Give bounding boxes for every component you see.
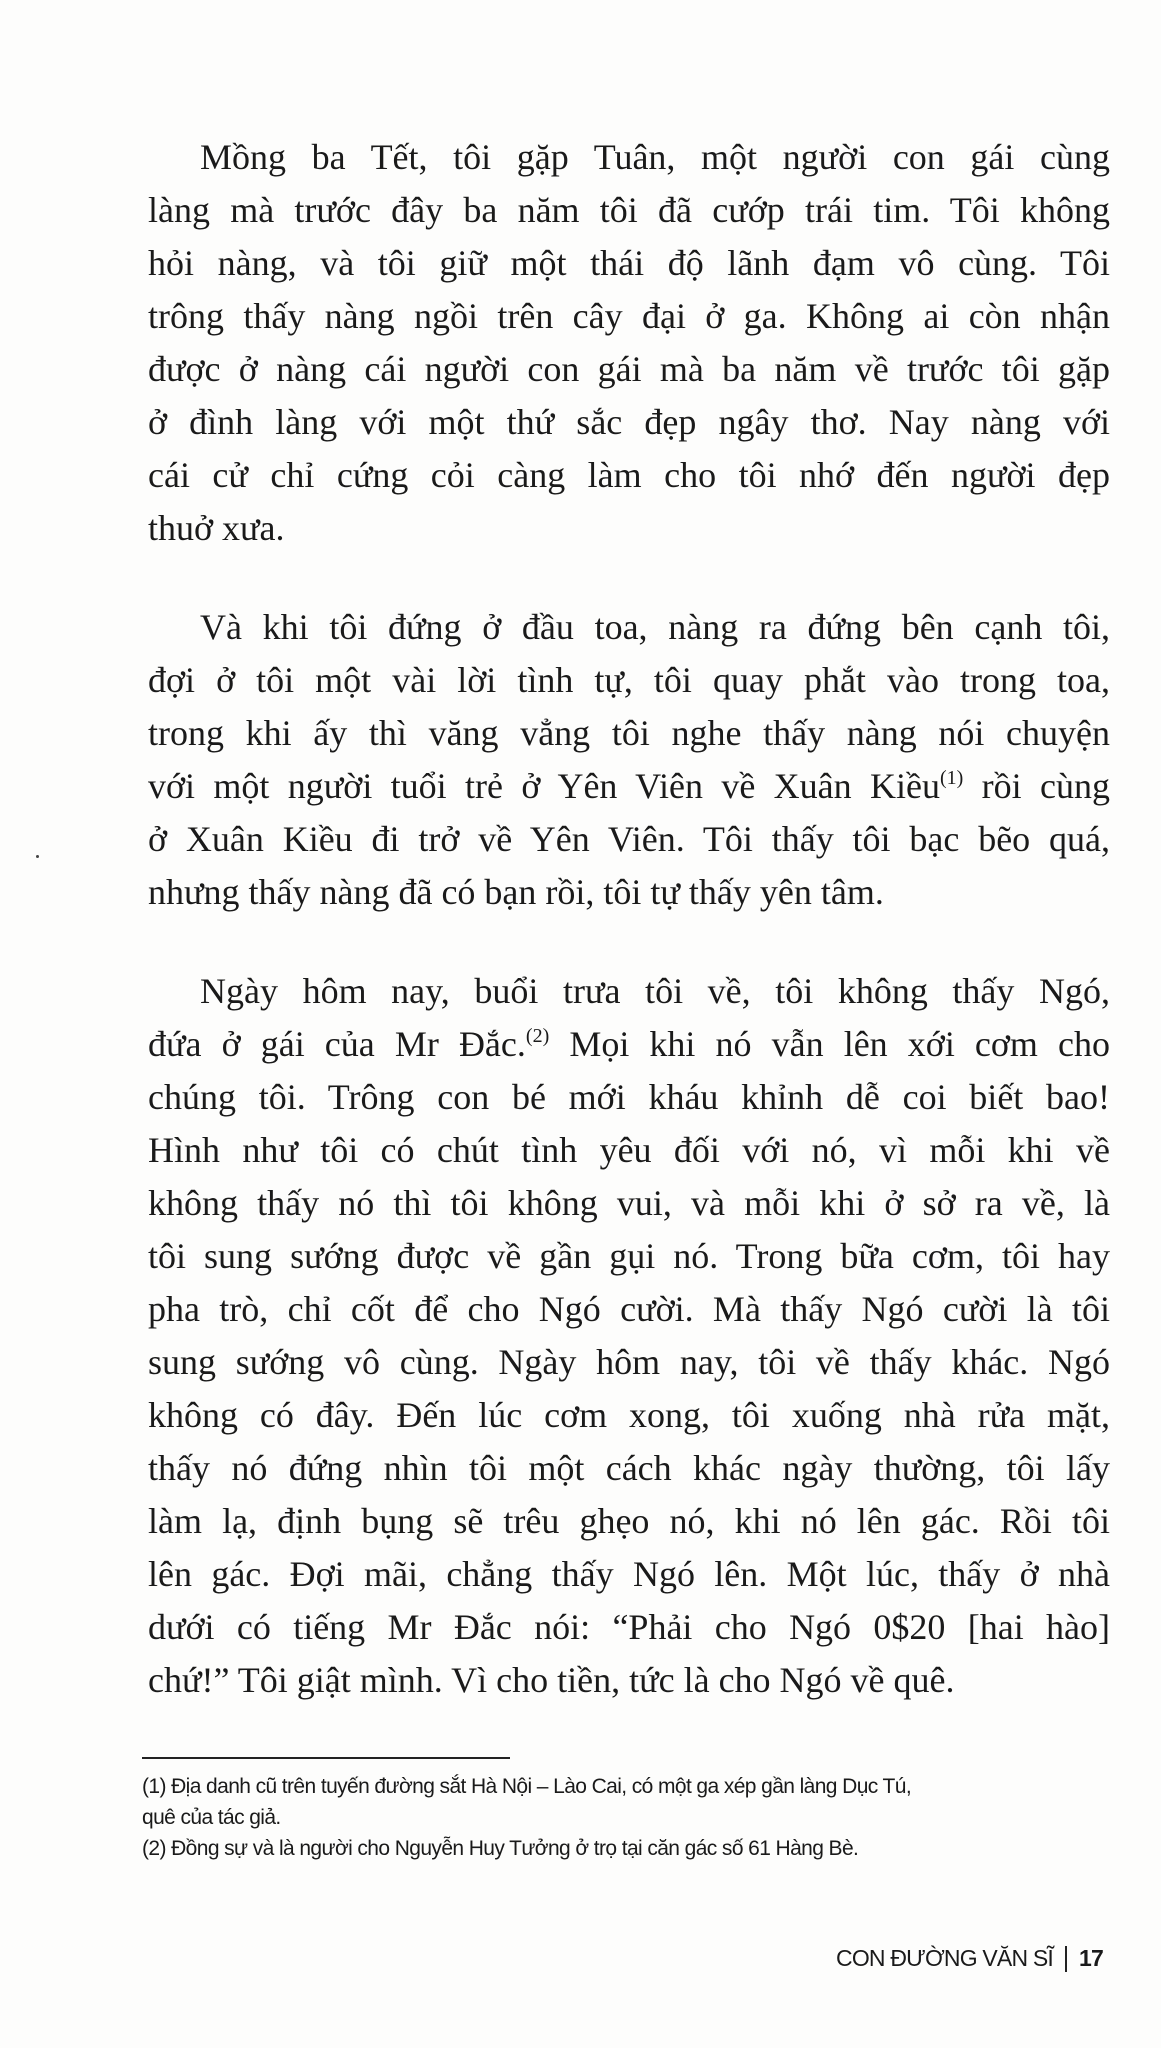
text-line: tôi sung sướng được về gần gụi nó. Trong bữa cơm, tôi hay <box>148 1236 1110 1276</box>
text-segment: với một người tuổi trẻ ở Yên Viên về Xuân Kiều <box>148 766 940 806</box>
text-line: ở đình làng với một thứ sắc đẹp ngây thơ. Nay nàng với <box>148 402 1110 442</box>
text-line: cái cử chỉ cứng cỏi càng làm cho tôi nhớ đến người đẹp <box>148 455 1110 495</box>
text-line: làng mà trước đây ba năm tôi đã cướp trái tim. Tôi không <box>148 190 1110 230</box>
text-line: nhưng thấy nàng đã có bạn rồi, tôi tự thấy yên tâm. <box>148 872 884 912</box>
text-line: được ở nàng cái người con gái mà ba năm về trước tôi gặp <box>148 349 1110 389</box>
page-number: 17 <box>1079 1945 1103 1971</box>
text-segment: Mọi khi nó vẫn lên xới cơm cho <box>549 1024 1111 1064</box>
footnote-divider <box>142 1757 510 1759</box>
text-line: thấy nó đứng nhìn tôi một cách khác ngày thường, tôi lấy <box>148 1448 1110 1488</box>
body-text <box>148 131 1110 1753</box>
text-line: thuở xưa. <box>148 508 285 548</box>
text-line: chứ!” Tôi giật mình. Vì cho tiền, tức là cho Ngó về quê. <box>148 1660 955 1700</box>
text-line: Mồng ba Tết, tôi gặp Tuân, một người con gái cùng <box>200 137 1110 177</box>
speck <box>36 855 39 858</box>
footnote-2: (2) Đồng sự và là người cho Nguyễn Huy Tưởng ở trọ tại căn gác số 61 Hàng Bè. <box>142 1837 859 1860</box>
text-segment: đứa ở gái của Mr Đắc. <box>148 1024 526 1064</box>
text-line <box>148 760 1110 813</box>
footnote-marker: (2) <box>525 1025 550 1047</box>
text-line: Hình như tôi có chút tình yêu đối với nó, vì mỗi khi về <box>148 1130 1110 1170</box>
text-line: trông thấy nàng ngồi trên cây đại ở ga. Không ai còn nhận <box>148 296 1110 336</box>
text-segment: rồi cùng <box>963 766 1111 806</box>
text-line: làm lạ, định bụng sẽ trêu ghẹo nó, khi nó lên gác. Rồi tôi <box>148 1501 1110 1541</box>
text-line: trong khi ấy thì văng vẳng tôi nghe thấy nàng nói chuyện <box>148 713 1110 753</box>
text-line: hỏi nàng, và tôi giữ một thái độ lãnh đạm vô cùng. Tôi <box>148 243 1110 283</box>
text-line: chúng tôi. Trông con bé mới kháu khỉnh dễ coi biết bao! <box>148 1077 1110 1117</box>
text-line <box>148 1018 1110 1071</box>
footnote-marker: (1) <box>939 767 964 789</box>
text-line: Ngày hôm nay, buổi trưa tôi về, tôi không thấy Ngó, <box>200 971 1110 1011</box>
text-line: sung sướng vô cùng. Ngày hôm nay, tôi về thấy khác. Ngó <box>148 1342 1110 1382</box>
text-line: không có đây. Đến lúc cơm xong, tôi xuống nhà rửa mặt, <box>148 1395 1110 1435</box>
footer-divider <box>1065 1946 1067 1972</box>
text-line: không thấy nó thì tôi không vui, và mỗi khi ở sở ra về, là <box>148 1183 1110 1223</box>
text-line: dưới có tiếng Mr Đắc nói: “Phải cho Ngó 0$20 [hai hào] <box>148 1607 1110 1647</box>
text-line: pha trò, chỉ cốt để cho Ngó cười. Mà thấy Ngó cười là tôi <box>148 1289 1110 1329</box>
paragraph-2 <box>148 601 1110 919</box>
running-title: CON ĐƯỜNG VĂN SĨ <box>836 1945 1054 1971</box>
footnote-1-continued: quê của tác giả. <box>142 1806 281 1829</box>
footnotes <box>142 1771 1112 1864</box>
page-footer <box>836 1945 1103 1972</box>
paragraph-1 <box>148 131 1110 555</box>
text-line: ở Xuân Kiều đi trở về Yên Viên. Tôi thấy tôi bạc bẽo quá, <box>148 819 1110 859</box>
paragraph-3 <box>148 965 1110 1707</box>
text-line: đợi ở tôi một vài lời tình tự, tôi quay phắt vào trong toa, <box>148 660 1110 700</box>
text-line: lên gác. Đợi mãi, chẳng thấy Ngó lên. Một lúc, thấy ở nhà <box>148 1554 1110 1594</box>
text-line: Và khi tôi đứng ở đầu toa, nàng ra đứng bên cạnh tôi, <box>200 607 1110 647</box>
footnote-1: (1) Địa danh cũ trên tuyến đường sắt Hà Nội – Lào Cai, có một ga xép gần làng Dục Tú, <box>142 1775 912 1798</box>
